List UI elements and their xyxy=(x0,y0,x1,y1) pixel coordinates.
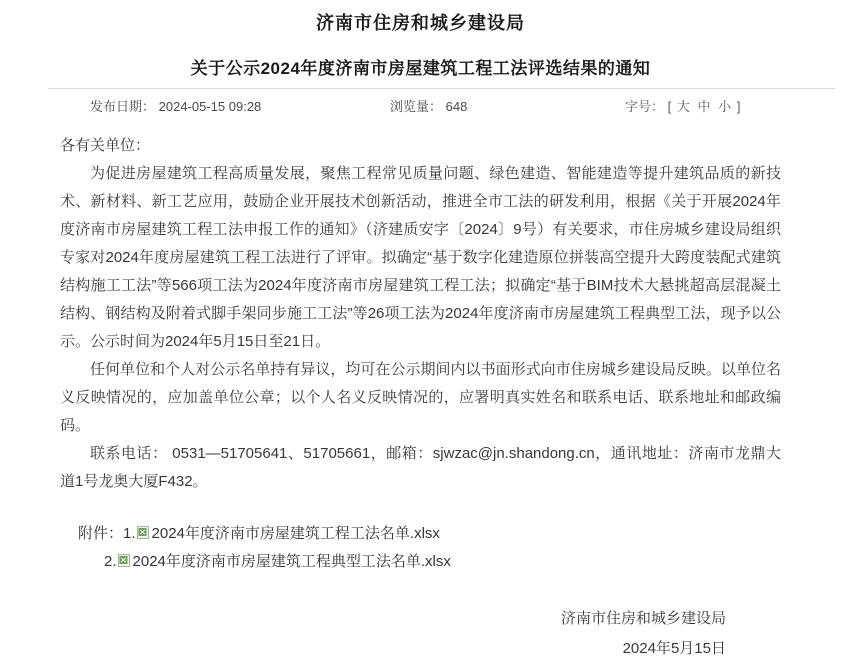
article-title: 关于公示2024年度济南市房屋建筑工程工法评选结果的通知 xyxy=(190,59,651,78)
font-size-bracket-close: ] xyxy=(736,99,741,114)
font-size-label: 字号： xyxy=(625,99,665,114)
excel-file-icon xyxy=(137,521,149,548)
view-count-label: 浏览量： xyxy=(390,99,443,114)
attachments-label: 附件： xyxy=(78,525,124,542)
font-size-small-button[interactable]: 小 xyxy=(718,99,732,114)
signature-date: 2024年5月15日 xyxy=(622,640,726,657)
attachment-item xyxy=(78,520,781,548)
site-title: 济南市住房和城乡建设局 xyxy=(316,13,525,33)
salutation: 各有关单位： xyxy=(60,137,151,154)
attachments-section xyxy=(60,520,781,576)
publish-date-value: 2024-05-15 09:28 xyxy=(158,99,262,114)
paragraph-contact: 联系电话： 0531—51705641、51705661，邮箱：sjwzac@jn.shandong.cn，通讯地址：济南市龙鼎大道1号龙奥大厦F432。 xyxy=(60,445,781,490)
attachment-item xyxy=(104,548,781,576)
attachment-number: 1. xyxy=(123,525,136,542)
paragraph-main: 为促进房屋建筑工程高质量发展，聚焦工程常见质量问题、绿色建造、智能建造等提升建筑品质的新技术、新材料、新工艺应用，鼓励企业开展技术创新活动，推进全市工法的研发利用，根据《关于开展2024年度济南市房屋建筑工程工法申报工作的通知》（济建质安字〔2024〕9号）有关要求，市住房城乡建设局组织专家对2024年度房屋建筑工程工法进行了评审。拟确定“基于数字化建造原位拼装高空提升大跨度装配式建筑结构施工工法”等566项工法为2024年度济南市房屋建筑工程工法；拟确定“基于BIM技术大悬挑超高层混凝土结构、钢结构及附着式脚手架同步施工工法”等26项工法为2024年度济南市房屋建筑工程典型工法，现予以公示。公示时间为2024年5月15日至21日。 xyxy=(60,165,781,350)
signature-block xyxy=(60,604,781,664)
attachment-link-worfa-list[interactable]: 2024年度济南市房屋建筑工程工法名单.xlsx xyxy=(151,525,440,542)
attachment-link-typical-worfa-list[interactable]: 2024年度济南市房屋建筑工程典型工法名单.xlsx xyxy=(132,553,451,570)
publish-date xyxy=(90,96,261,115)
signature-org: 济南市住房和城乡建设局 xyxy=(560,610,726,627)
view-count xyxy=(390,96,467,115)
meta-bar xyxy=(48,88,835,115)
font-size-control xyxy=(625,96,740,115)
excel-file-icon xyxy=(118,549,130,576)
notice-body xyxy=(60,132,781,664)
font-size-large-button[interactable]: 大 xyxy=(676,99,690,114)
paragraph-objection: 任何单位和个人对公示名单持有异议，均可在公示期间内以书面形式向市住房城乡建设局反映。以单位名义反映情况的，应加盖单位公章；以个人名义反映情况的，应署明真实姓名和联系电话、联系地址和邮政编码。 xyxy=(60,361,781,434)
attachment-number: 2. xyxy=(104,553,117,570)
view-count-value: 648 xyxy=(445,99,468,114)
publish-date-label: 发布日期： xyxy=(90,99,156,114)
font-size-bracket-open: [ xyxy=(667,99,672,114)
font-size-medium-button[interactable]: 中 xyxy=(697,99,711,114)
